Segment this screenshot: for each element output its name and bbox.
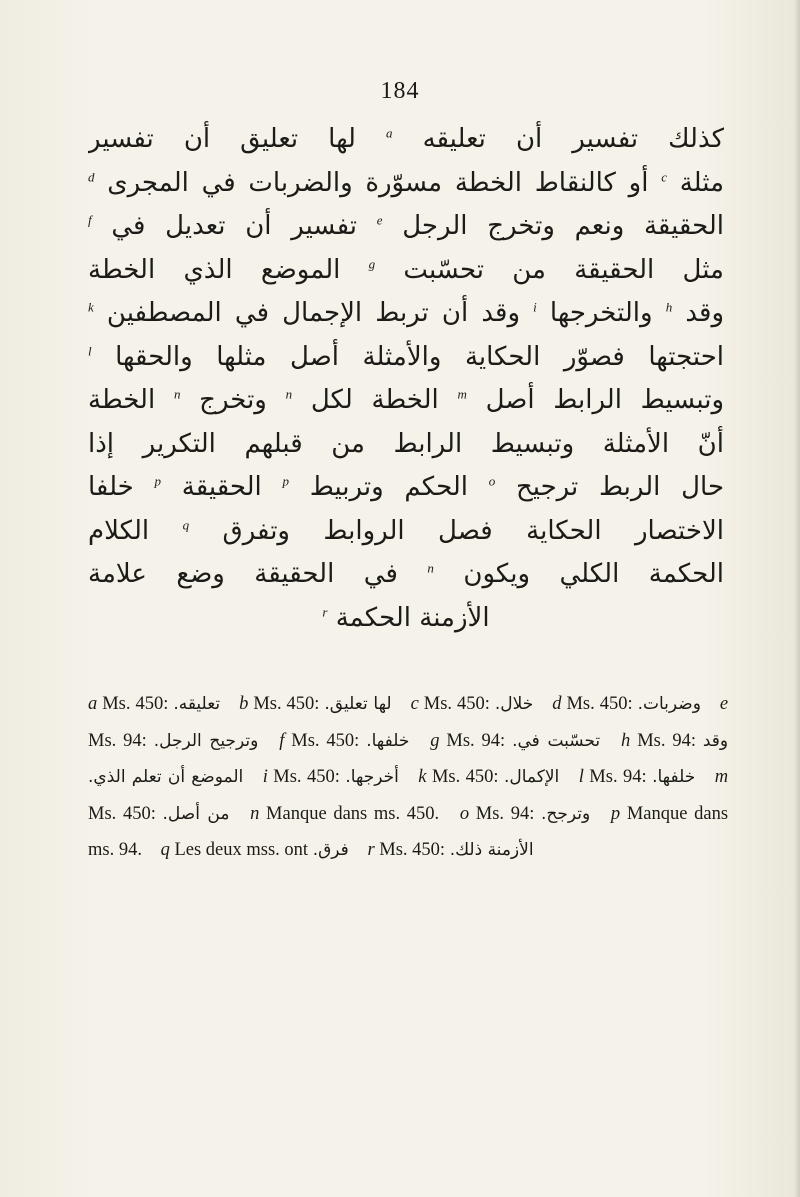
arabic-line [88, 249, 724, 293]
footnote-marker: q [182, 516, 190, 532]
footnote-marker: m [457, 386, 467, 402]
footnote-letter: r [367, 840, 375, 860]
footnote [552, 694, 701, 714]
footnote-text: Ms. 94: [446, 730, 506, 751]
footnote-arabic: من أصل. [162, 803, 230, 824]
footnote-arabic: وقد الموضع أن تعلم الذي. [88, 730, 729, 787]
footnote-letter: m [714, 767, 729, 787]
footnote-letter: l [578, 767, 584, 787]
footnote-marker: c [661, 168, 667, 184]
footnote-text: Ms. 94: [475, 803, 535, 824]
footnote-text: Ms. 450: [423, 694, 490, 714]
footnote [367, 840, 533, 860]
footnote-arabic: وضربات. [637, 694, 701, 714]
arabic-line [88, 466, 724, 510]
arabic-text-segment: كذلك تفسير أن تعليقه [392, 124, 724, 154]
footnote-marker: d [88, 168, 95, 184]
arabic-text-segment: الحكمة الكلي ويكون [433, 559, 724, 589]
footnote-letter: g [430, 730, 440, 751]
footnote-arabic: الإكمال. [504, 767, 560, 787]
footnote-arabic: تعليقه. [173, 694, 221, 714]
footnote-arabic: وترجح. [541, 803, 591, 824]
footnote-arabic: وترجيح الرجل. [153, 730, 259, 751]
footnote-arabic: خلال. [494, 694, 534, 714]
footnote-letter: i [262, 767, 268, 787]
footnote-marker: g [368, 255, 376, 271]
arabic-line [88, 379, 724, 423]
footnote [418, 767, 559, 787]
footnote-arabic: تحسّبت في. [512, 730, 601, 751]
footnote-text: Ms. 450: [102, 694, 169, 714]
footnote-text: Ms. 450: [253, 694, 320, 714]
footnote-marker: p [282, 473, 290, 489]
footnote [430, 731, 600, 751]
arabic-text-segment: الحقيقة [161, 472, 262, 502]
arabic-text-segment: الحكم وتربيط [289, 472, 468, 502]
arabic-text-segment: الأزمنة الحكمة [327, 602, 490, 633]
footnote-marker: k [88, 299, 94, 315]
arabic-text-segment: أنّ الأمثلة وتبسيط الرابط من قبلهم التكرير إذا [88, 428, 724, 459]
footnote-arabic: أخرجها. [345, 767, 399, 787]
page-number: 184 [380, 78, 420, 104]
footnote [250, 804, 439, 824]
footnote-text: Ms. 94: [88, 730, 147, 751]
footnote-text: Ms. 94: [589, 767, 647, 787]
footnote-marker: o [488, 473, 496, 489]
arabic-line [88, 510, 724, 554]
footnote-marker: a [386, 125, 393, 141]
footnote-letter: p [610, 803, 621, 824]
footnote-marker: p [154, 473, 162, 489]
footnote [88, 694, 220, 714]
footnote-letter: c [410, 694, 419, 714]
arabic-text-segment: الحقيقة ونعم وتخرج الرجل [382, 211, 724, 241]
arabic-text-segment: مثلة [666, 167, 724, 198]
footnote-marker: e [376, 212, 383, 228]
footnote-letter: e [719, 694, 729, 714]
arabic-line [88, 162, 724, 206]
arabic-line [88, 553, 724, 597]
footnote-marker: n [173, 386, 181, 402]
footnote-letter: n [250, 803, 260, 824]
footnote [279, 731, 409, 751]
footnote-arabic: خلفها. [366, 730, 410, 751]
arabic-text-segment: في الحقيقة وضع علامة [88, 559, 398, 589]
footnote-letter: k [418, 767, 427, 787]
footnote-marker: n [285, 386, 293, 402]
arabic-text-segment: الاختصار الحكاية فصل الروابط وتفرق [189, 515, 724, 546]
arabic-text-segment: وتخرج [180, 385, 267, 415]
footnote-text: Ms. 94: [637, 730, 696, 751]
arabic-text-segment: وقد أن تربط الإجمال في المصطفين [93, 298, 520, 328]
footnote [460, 804, 590, 824]
arabic-text-segment: الخطة [88, 385, 156, 415]
arabic-text-segment: لها تعليق أن تفسير [88, 124, 356, 154]
footnote-text: Ms. 450: [273, 767, 340, 787]
arabic-text-segment: الخطة لكل [292, 385, 439, 415]
footnote-arabic: لها تعليق. [324, 694, 392, 714]
footnote-letter: o [459, 803, 470, 824]
footnote-letter: h [621, 730, 631, 751]
arabic-text-segment: حال الربط ترجيح [495, 472, 724, 502]
footnote-text: Ms. 450: [431, 767, 499, 787]
arabic-text-segment: وتبسيط الرابط أصل [466, 385, 724, 415]
arabic-text-segment: وقد [672, 298, 724, 328]
arabic-line [88, 423, 724, 467]
arabic-text-block [88, 118, 724, 640]
footnote-text: Ms. 450: [379, 840, 446, 860]
footnote-text: Ms. 450: [566, 694, 633, 714]
footnote-text: Ms. 450: [291, 730, 360, 751]
arabic-text-segment: خلفا [88, 472, 134, 502]
footnote-letter: b [239, 694, 249, 714]
arabic-text-segment: الموضع الذي الخطة [88, 254, 341, 285]
footnote-letter: a [88, 694, 98, 714]
footnote-marker: n [427, 560, 434, 576]
footnote [579, 767, 696, 787]
arabic-text-segment: مثل الحقيقة من تحسّبت [375, 254, 724, 285]
footnote [239, 694, 392, 714]
arabic-text-segment: احتجتها فصوّر الحكاية والأمثلة أصل مثلها والحقها [91, 341, 724, 372]
arabic-line [88, 118, 724, 162]
footnote-arabic: فرق. [312, 840, 349, 860]
arabic-line [88, 292, 724, 336]
footnote [263, 767, 399, 787]
arabic-line [88, 205, 724, 249]
footnote-text: Manque dans ms. 94. [88, 803, 729, 860]
footnote-text: Les deux mss. ont [174, 840, 309, 860]
footnote-text: Ms. 450: [88, 803, 156, 824]
arabic-text-segment: الكلام [88, 515, 150, 546]
arabic-text-segment: تفسير أن تعديل في [91, 211, 358, 241]
arabic-text-segment: أو كالنقاط الخطة مسوّرة والضربات في المجرى [94, 167, 649, 198]
footnote-letter: f [279, 730, 285, 751]
footnote-letter: q [160, 840, 170, 860]
footnote-text: Manque dans ms. 450. [266, 803, 440, 824]
footnote-marker: h [665, 299, 673, 315]
footnote-marker: l [88, 342, 92, 358]
footnote-marker: i [533, 299, 537, 315]
footnote-letter: d [552, 694, 562, 714]
footnote-arabic: الأزمنة ذلك. [449, 840, 534, 860]
footnote-arabic: خلفها. [652, 767, 696, 787]
footnotes-block [88, 686, 728, 869]
footnote [161, 840, 349, 860]
footnote-marker: r [322, 603, 328, 619]
arabic-line [88, 597, 724, 641]
footnote-marker: f [88, 212, 92, 228]
arabic-line [88, 336, 724, 380]
arabic-text-segment: والتخرجها [536, 298, 653, 328]
page-edge-shadow [794, 0, 800, 1197]
footnote [411, 694, 534, 714]
